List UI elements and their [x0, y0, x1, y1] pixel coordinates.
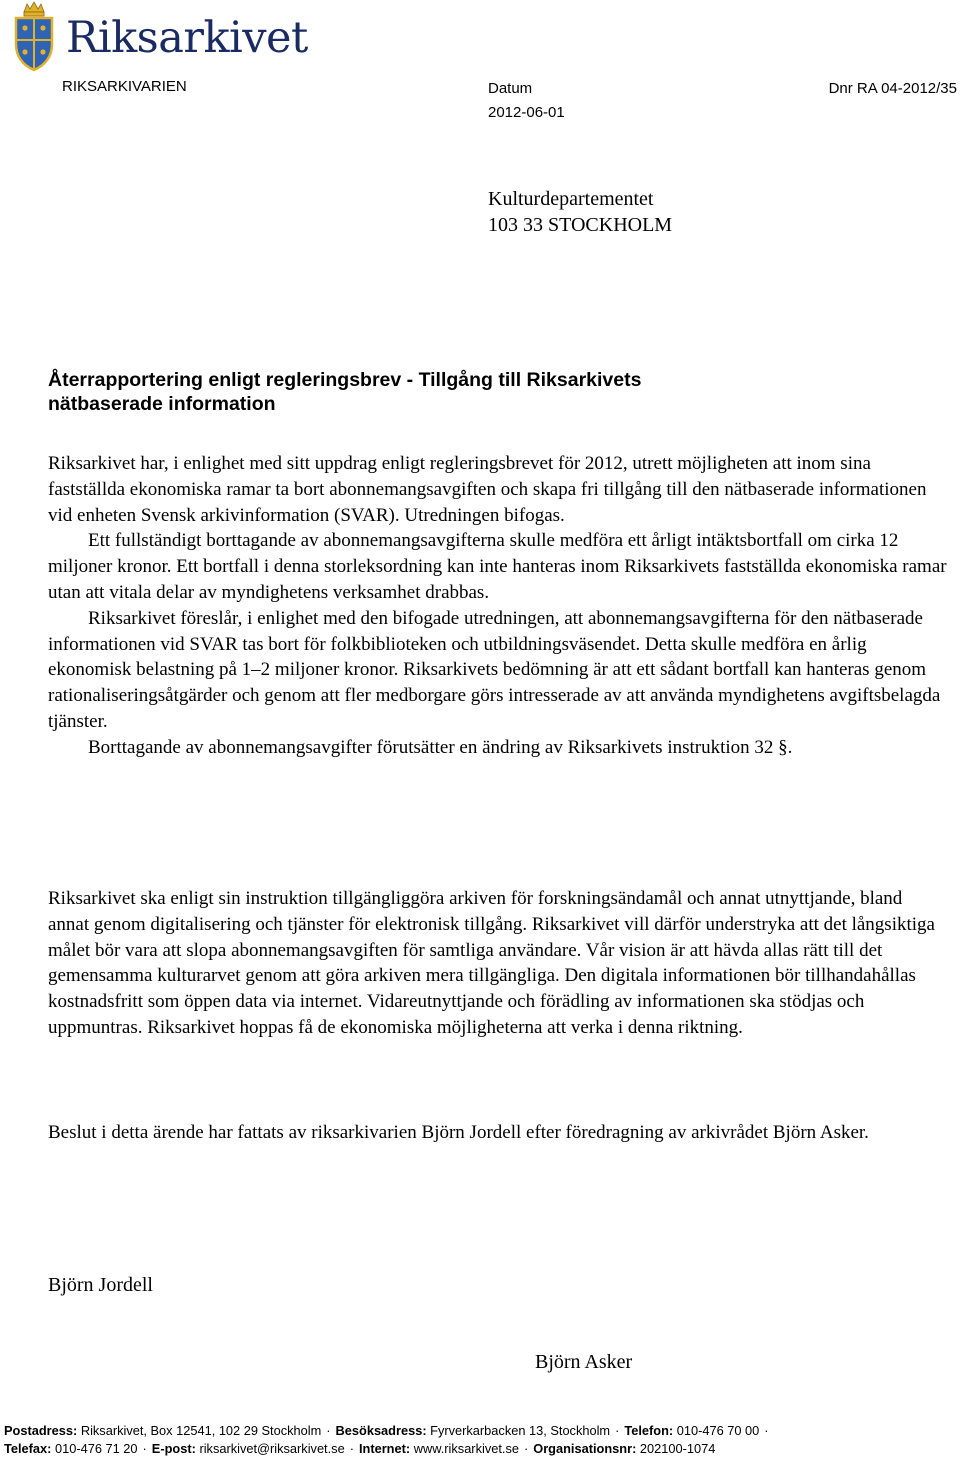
riksarkivet-logo [10, 0, 308, 72]
footer-separator: · [615, 1423, 620, 1438]
letter-footer [4, 1422, 956, 1458]
footer-separator: · [326, 1423, 331, 1438]
recipient-name: Kulturdepartementet [488, 188, 654, 210]
org-label: Organisationsnr: [533, 1441, 637, 1456]
diary-number: Dnr RA 04-2012/35 [828, 80, 957, 97]
footer-separator: · [349, 1441, 354, 1456]
subject-line-1: Återrapportering enligt regleringsbrev - Tillgång till Riksarkivets [48, 369, 642, 391]
body-paragraph: Riksarkivet har, i enlighet med sitt uppdrag enligt regleringsbrevet för 2012, utrett möjligheten att inom sina fastställda ekonomiska ramar ta bort abonnemangsavgiften och skapa fri tillgång till den nätbaserade informationen vid enheten Svensk arkivinformation (SVAR). Utredningen bifogas. [48, 453, 927, 526]
postal-value: Riksarkivet, Box 12541, 102 29 Stockholm [80, 1423, 322, 1438]
document-date: 2012-06-01 [488, 104, 565, 121]
footer-line-2 [4, 1440, 956, 1458]
visit-value: Fyrverkarbacken 13, Stockholm [430, 1423, 611, 1438]
subject-line-2: nätbaserade information [48, 393, 276, 415]
body-section-2 [48, 886, 948, 1041]
footer-separator: · [142, 1441, 147, 1456]
footer-separator: · [523, 1441, 529, 1456]
footer-line-1 [4, 1422, 956, 1440]
body-section-3 [48, 1120, 948, 1146]
signature-name-1: Björn Jordell [48, 1274, 153, 1296]
body-paragraph: Riksarkivet ska enligt sin instruktion tillgängliggöra arkiven för forskningsändamål och annat utnyttjande, bland annat genom digitalisering och tjänster för elektronisk tillgång. Riksarkivet vill därför understryka att det långsiktiga målet bör vara att slopa abonnemangsavgiften för samtliga användare. Vår vision är att hävda allas rätt till det gemensamma kulturarvet genom att göra arkiven mera tillgängliga. Den digitala informationen bör tillhandahållas kostnadsfritt som öppen data via internet. Vidareutnyttjande och förädling av informationen ska stödjas och uppmuntras. Riksarkivet hoppas få de ekonomiska möjligheterna att verka i denna riktning. [48, 888, 935, 1038]
fax-value: 010-476 71 20 [54, 1441, 138, 1456]
email-value: riksarkivet@riksarkivet.se [199, 1441, 345, 1456]
body-paragraph: Beslut i detta ärende har fattats av riksarkivarien Björn Jordell efter föredragning av arkivrådet Björn Asker. [48, 1122, 869, 1143]
logo-wordmark: Riksarkivet [66, 13, 308, 63]
crest-icon [10, 0, 58, 72]
org-value: 202100-1074 [639, 1441, 716, 1456]
email-label: E-post: [151, 1441, 196, 1456]
footer-separator: · [764, 1423, 769, 1438]
sender-label: RIKSARKIVARIEN [62, 78, 187, 95]
web-value: www.riksarkivet.se [413, 1441, 519, 1456]
fax-label: Telefax: [4, 1441, 52, 1456]
postal-label: Postadress: [4, 1423, 78, 1438]
signature-name-2: Björn Asker [535, 1351, 633, 1373]
body-section-1 [48, 451, 948, 761]
phone-value: 010-476 70 00 [676, 1423, 760, 1438]
date-label: Datum [488, 80, 533, 97]
web-label: Internet: [358, 1441, 411, 1456]
body-paragraph: Borttagande av abonnemangsavgifter förutsätter en ändring av Riksarkivets instruktion 32 §. [88, 736, 793, 758]
recipient-address: 103 33 STOCKHOLM [488, 214, 673, 236]
phone-label: Telefon: [624, 1423, 674, 1438]
visit-label: Besöksadress: [335, 1423, 427, 1438]
body-paragraph: Ett fullständigt borttagande av abonnemangsavgifterna skulle medföra ett årligt intäktsbortfall om cirka 12 miljoner kronor. Ett bortfall i denna storleksordning kan inte hanteras inom Riksarkivets fastställda ekonomiska ramar utan att vitala delar av myndighetens verksamhet drabbas. [48, 530, 947, 603]
subject-heading [48, 368, 928, 416]
body-paragraph: Riksarkivet föreslår, i enlighet med den bifogade utredningen, att abonnemangsavgifterna för den nätbaserade informationen vid SVAR tas bort för folkbiblioteken och utbildningsväsendet. Detta skulle medföra en årlig ekonomisk belastning på 1–2 miljoner kronor. Riksarkivets bedömning är att ett sådant bortfall kan hanteras genom rationaliseringsåtgärder och genom att fler medborgare görs intresserade av att använda myndighetens avgiftsbelagda tjänster. [48, 607, 941, 732]
